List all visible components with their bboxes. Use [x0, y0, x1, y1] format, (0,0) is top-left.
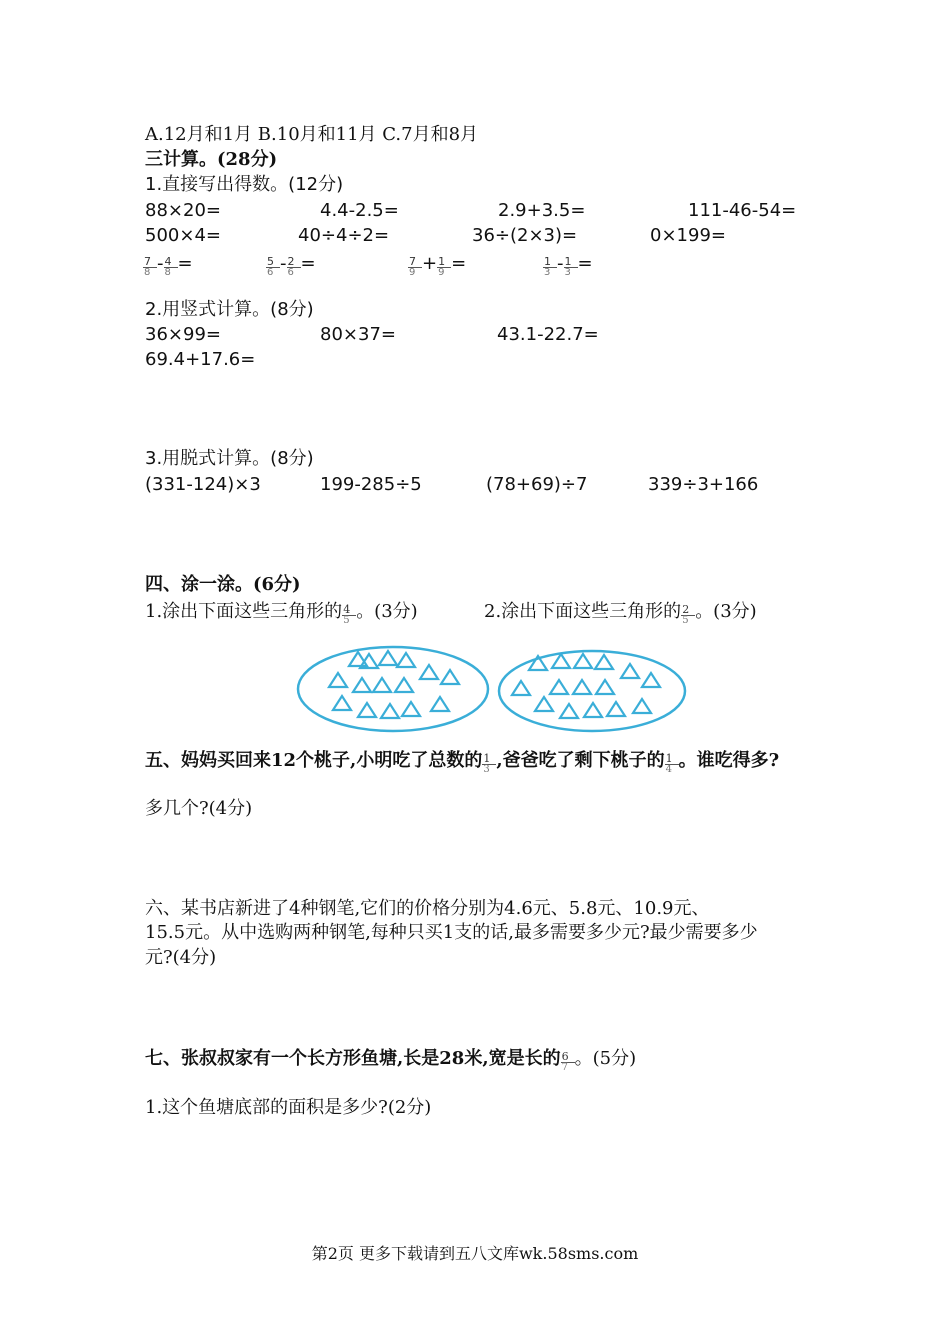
triangle-icon	[642, 673, 660, 687]
triangle-icon	[358, 703, 376, 717]
q1-title: 1.直接写出得数。(12分)	[145, 174, 344, 195]
triangle-icon	[402, 702, 420, 716]
q2-item: 69.4+17.6=	[145, 349, 256, 370]
triangle-icon	[633, 699, 651, 713]
section7-q1: 1.这个鱼塘底部的面积是多少?(2分)	[145, 1097, 432, 1118]
triangle-groups-figure	[290, 645, 690, 741]
section7-question: 七、张叔叔家有一个长方形鱼塘,长是28米,宽是长的 $\frac{6}{7}$ 。(5分)	[145, 1048, 637, 1073]
q1-item: 2.9+3.5=	[498, 200, 586, 221]
triangle-icon	[584, 703, 602, 717]
section6-line2: 15.5元。从中选购两种钢笔,每种只买1支的话,最多需要多少元?最少需要多少	[145, 922, 758, 943]
section3-title: 三计算。(28分)	[145, 149, 278, 170]
q2-item: 43.1-22.7=	[497, 324, 599, 345]
triangle-icon	[333, 696, 351, 710]
q1-item: 500×4=	[145, 225, 221, 246]
q3-title: 3.用脱式计算。(8分)	[145, 448, 314, 469]
right-triangle-group	[499, 651, 685, 731]
triangle-icon	[373, 678, 391, 692]
section6-line3: 元?(4分)	[145, 947, 217, 968]
fraction-expression: $\frac{5}{6}$ - $\frac{2}{6}$ =	[267, 253, 316, 278]
triangle-icon	[573, 680, 591, 694]
triangle-icon	[349, 652, 367, 666]
answer-options: A.12月和1月 B.10月和11月 C.7月和8月	[145, 124, 479, 145]
fraction-expression: $\frac{7}{8}$ - $\frac{4}{8}$ =	[144, 253, 193, 278]
triangle-icon	[397, 653, 415, 667]
left-triangle-group	[298, 647, 488, 731]
triangle-icon	[595, 655, 613, 669]
triangle-icon	[512, 681, 530, 695]
triangle-icon	[621, 664, 639, 678]
triangle-icon	[329, 673, 347, 687]
q1-item: 36÷(2×3)=	[472, 225, 578, 246]
triangle-icon	[353, 678, 371, 692]
triangle-icon	[381, 704, 399, 718]
triangle-icon	[552, 654, 570, 668]
q1-item: 0×199=	[650, 225, 726, 246]
triangle-icon	[420, 665, 438, 679]
triangle-icon	[574, 654, 592, 668]
triangle-icon	[431, 697, 449, 711]
q1-item: 111-46-54=	[688, 200, 797, 221]
triangle-icon	[596, 680, 614, 694]
section5-line2: 多几个?(4分)	[145, 798, 253, 819]
triangle-icon	[395, 678, 413, 692]
q2-item: 36×99=	[145, 324, 221, 345]
fraction-expression: $\frac{1}{3}$ - $\frac{1}{3}$ =	[544, 253, 593, 278]
page-footer: 第2页 更多下载请到五八文库wk.58sms.com	[311, 1244, 639, 1263]
triangle-icon	[560, 704, 578, 718]
q2-item: 80×37=	[320, 324, 396, 345]
q1-item: 4.4-2.5=	[320, 200, 399, 221]
section4-title: 四、涂一涂。(6分)	[145, 574, 301, 595]
triangle-icon	[535, 697, 553, 711]
triangle-icon	[379, 651, 397, 665]
q3-item: 339÷3+166	[648, 474, 759, 495]
q1-item: 88×20=	[145, 200, 221, 221]
triangle-icon	[441, 670, 459, 684]
fraction-expression: $\frac{7}{9}$ + $\frac{1}{9}$ =	[409, 253, 467, 278]
section6-line1: 六、某书店新进了4种钢笔,它们的价格分别为4.6元、5.8元、10.9元、	[145, 898, 710, 919]
triangle-icon	[607, 702, 625, 716]
section4-q1: 1.涂出下面这些三角形的 $\frac{4}{5}$ 。(3分)	[145, 601, 418, 626]
section4-q2: 2.涂出下面这些三角形的 $\frac{2}{5}$ 。(3分)	[484, 601, 757, 626]
q3-item: 199-285÷5	[320, 474, 422, 495]
triangle-icon	[550, 680, 568, 694]
q1-item: 40÷4÷2=	[298, 225, 390, 246]
q3-item: (78+69)÷7	[486, 474, 588, 495]
q2-title: 2.用竖式计算。(8分)	[145, 299, 314, 320]
section5-question: 五、妈妈买回来12个桃子,小明吃了总数的 $\frac{1}{3}$ ,爸爸吃了剩下桃子的 $\frac{1}{4}$ 。谁吃得多?	[145, 750, 780, 775]
q3-item: (331-124)×3	[145, 474, 261, 495]
